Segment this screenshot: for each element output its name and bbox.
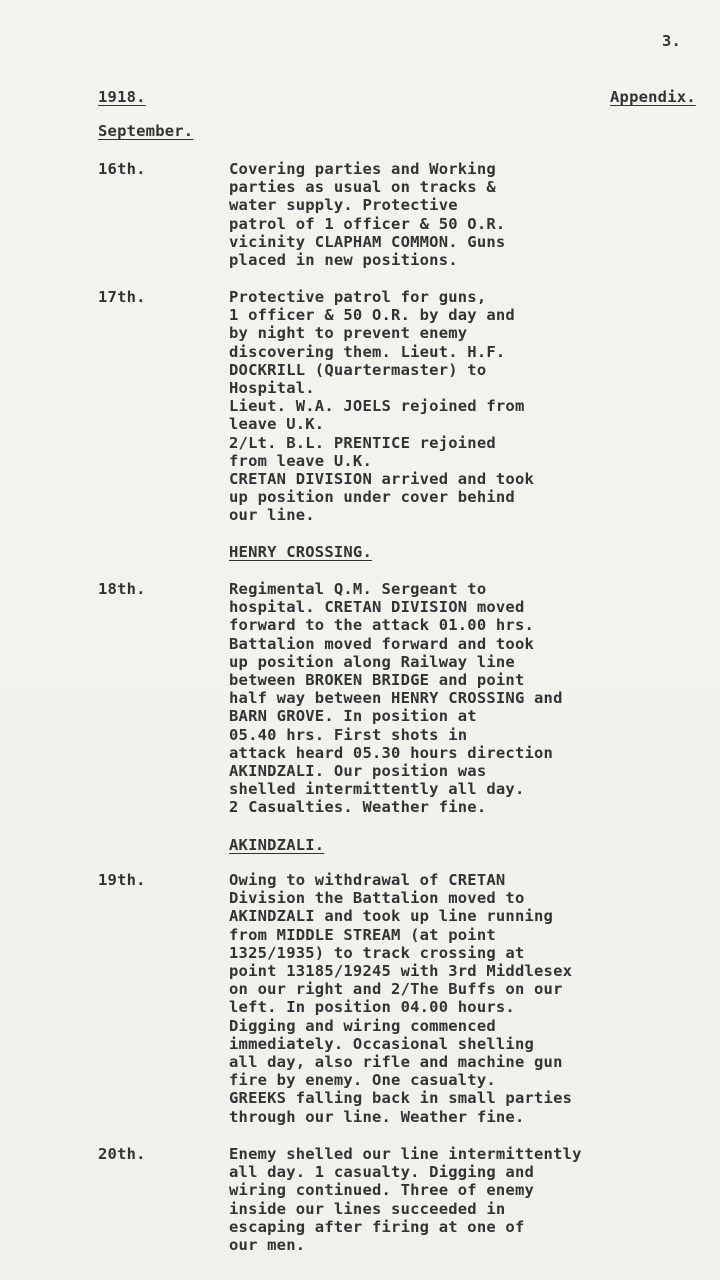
entry-line: inside our lines succeeded in	[229, 1199, 506, 1218]
entry-line: on our right and 2/The Buffs on our	[229, 980, 563, 999]
entry-line: escaping after firing at one of	[229, 1217, 525, 1236]
entry-line: Enemy shelled our line intermittently	[229, 1145, 582, 1163]
entry-line: placed in new positions.	[229, 251, 458, 270]
entry-line: all day, also rifle and machine gun	[229, 1053, 563, 1072]
appendix-heading: Appendix.	[610, 88, 696, 106]
entry-line: up position along Railway line	[229, 652, 515, 671]
entry-date-20th: 20th.	[98, 1145, 146, 1163]
entry-line: Lieut. W.A. JOELS rejoined from	[229, 397, 525, 416]
entry-line: BARN GROVE. In position at	[229, 707, 477, 726]
entry-line: Owing to withdrawal of CRETAN	[229, 871, 506, 889]
place-heading-henry-crossing: HENRY CROSSING.	[229, 543, 372, 561]
entry-date-16th: 16th.	[98, 160, 146, 178]
entry-line: 05.40 hrs. First shots in	[229, 725, 468, 744]
entry-line: CRETAN DIVISION arrived and took	[229, 470, 535, 489]
entry-line: immediately. Occasional shelling	[229, 1034, 535, 1053]
entry-line: DOCKRILL (Quartermaster) to	[229, 360, 487, 379]
entry-line: AKINDZALI. Our position was	[229, 762, 487, 781]
entry-text-16th	[229, 160, 505, 269]
entry-date-19th: 19th.	[98, 871, 146, 889]
entry-line: hospital. CRETAN DIVISION moved	[229, 598, 525, 617]
entry-line: shelled intermittently all day.	[229, 780, 525, 799]
entry-line: 2 Casualties. Weather fine.	[229, 798, 487, 817]
entry-line: patrol of 1 officer & 50 O.R.	[229, 214, 506, 233]
entry-line: through our line. Weather fine.	[229, 1107, 525, 1126]
entry-line: Covering parties and Working	[229, 160, 496, 178]
entry-line: discovering them. Lieut. H.F.	[229, 342, 506, 361]
entry-line: from MIDDLE STREAM (at point	[229, 925, 496, 944]
entry-line: water supply. Protective	[229, 196, 458, 215]
entry-line: left. In position 04.00 hours.	[229, 998, 515, 1017]
entry-line: vicinity CLAPHAM COMMON. Guns	[229, 232, 506, 251]
entry-line: by night to prevent enemy	[229, 324, 468, 343]
entry-line: 1325/1935) to track crossing at	[229, 943, 525, 962]
place-heading-akindzali: AKINDZALI.	[229, 836, 325, 854]
entry-line: GREEKS falling back in small parties	[229, 1089, 573, 1108]
entry-line: point 13185/19245 with 3rd Middlesex	[229, 962, 573, 981]
entry-line: Division the Battalion moved to	[229, 889, 525, 908]
entry-line: from leave U.K.	[229, 451, 372, 470]
page-number: 3.	[662, 32, 682, 50]
entry-line: wiring continued. Three of enemy	[229, 1181, 535, 1200]
entry-line: Protective patrol for guns,	[229, 288, 487, 306]
year-heading: 1918.	[98, 88, 146, 106]
entry-line: 2/Lt. B.L. PRENTICE rejoined	[229, 433, 496, 452]
entry-line: Battalion moved forward and took	[229, 634, 535, 653]
entry-line: fire by enemy. One casualty.	[229, 1071, 496, 1090]
entry-line: 1 officer & 50 O.R. by day and	[229, 306, 515, 325]
entry-line: half way between HENRY CROSSING and	[229, 689, 563, 708]
entry-line: attack heard 05.30 hours direction	[229, 743, 554, 762]
entry-line: forward to the attack 01.00 hrs.	[229, 616, 535, 635]
entry-line: AKINDZALI and took up line running	[229, 907, 554, 926]
entry-line: leave U.K.	[229, 415, 325, 434]
entry-line: Hospital.	[229, 379, 315, 398]
entry-line: all day. 1 casualty. Digging and	[229, 1163, 535, 1182]
entry-text-17th	[229, 288, 534, 525]
entry-line: our men.	[229, 1236, 306, 1255]
month-heading: September.	[98, 122, 194, 140]
entry-date-18th: 18th.	[98, 580, 146, 598]
entry-line: our line.	[229, 506, 315, 525]
entry-line: parties as usual on tracks &	[229, 178, 496, 197]
entry-text-18th	[229, 580, 563, 817]
entry-line: between BROKEN BRIDGE and point	[229, 671, 525, 690]
entry-line: up position under cover behind	[229, 488, 515, 507]
entry-line: Regimental Q.M. Sergeant to	[229, 580, 487, 598]
entry-text-19th	[229, 871, 572, 1126]
entry-text-20th	[229, 1145, 582, 1254]
entry-date-17th: 17th.	[98, 288, 146, 306]
entry-line: Digging and wiring commenced	[229, 1016, 496, 1035]
